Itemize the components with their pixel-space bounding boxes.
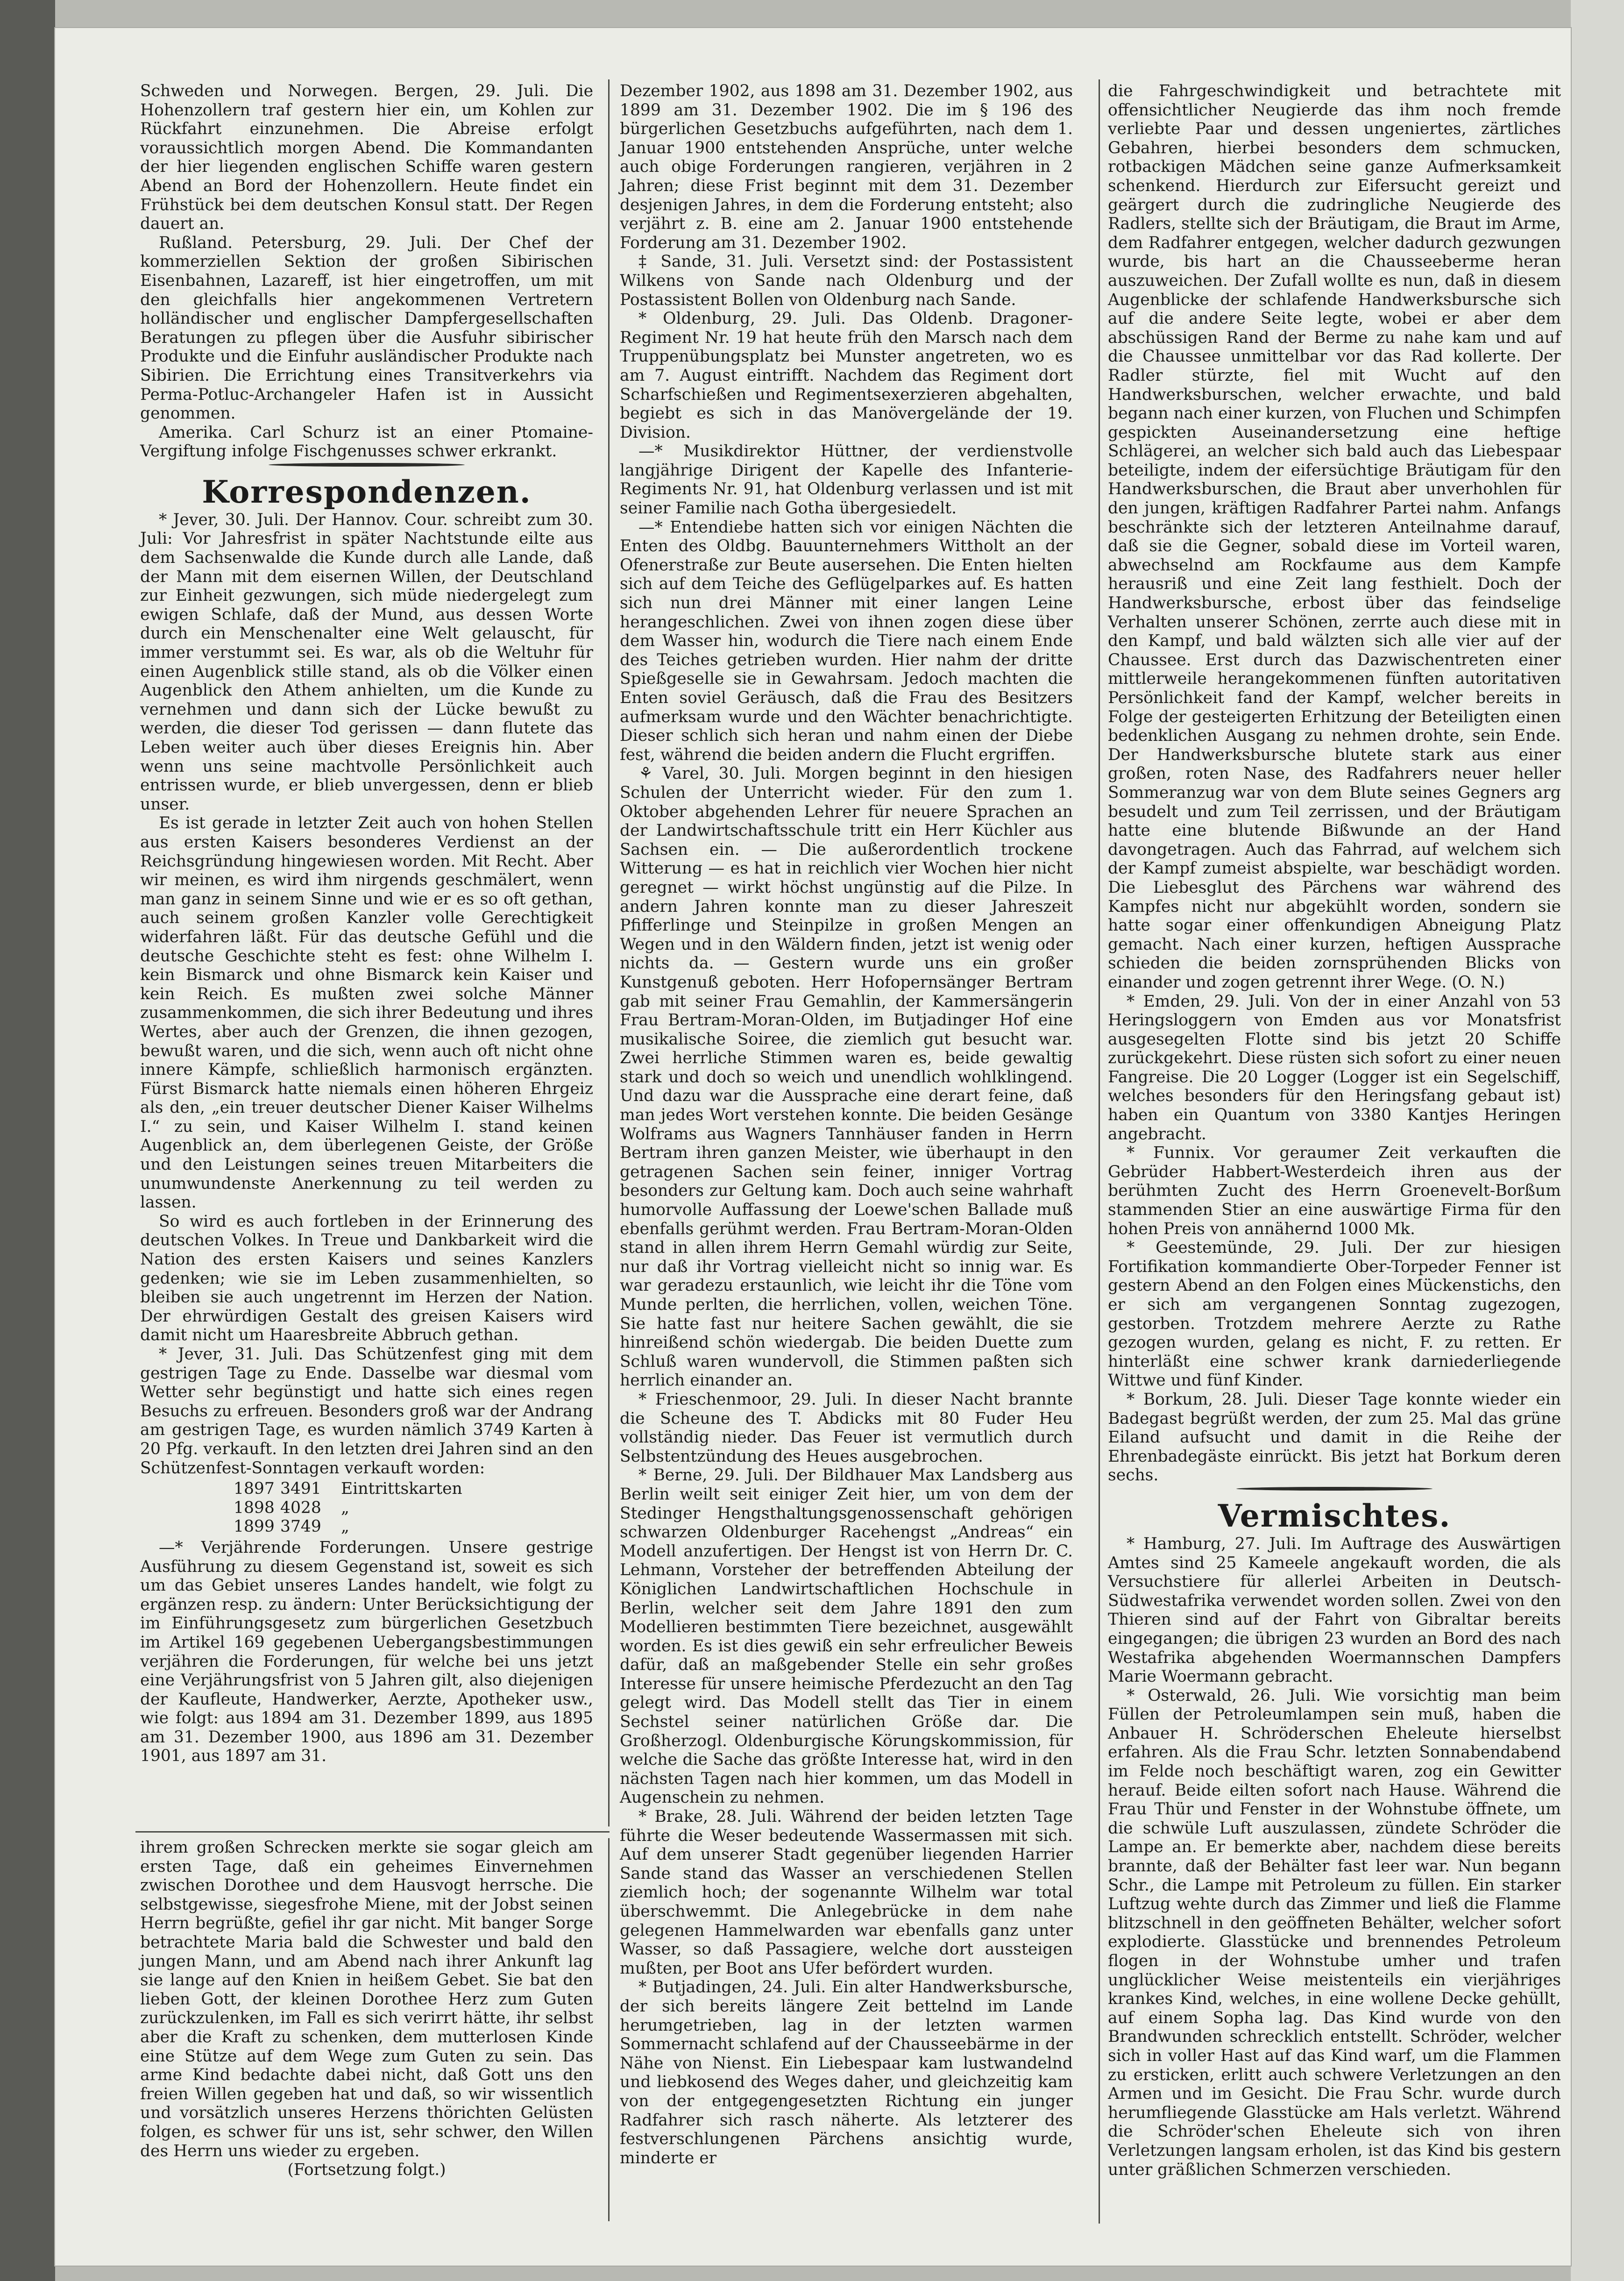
article-jever-30-cont2: So wird es auch fortleben in der Erinnerung des deutschen Volkes. In Treue und Dankbarkeit wird die Nation des ersten Kaisers und seines Kanzlers gedenken; wie sie im Leben zusammenhielten, so bleiben sie auch ungetrennt im Herzen der Nation. Der ehrwürdigen Gestalt des greisen Kaisers wird damit nicht um Haaresbreite Abbruch gethan. (140, 1212, 593, 1345)
article-sande: ‡ Sande, 31. Juli. Versetzt sind: der Postassistent Wilkens von Sande nach Oldenburg und der Postassistent Bollen von Oldenburg nach Sande. (620, 252, 1073, 309)
feuilleton-text: ihrem großen Schrecken merkte sie sogar gleich am ersten Tage, daß ein geheimes Einvernehmen zwischen Dorothee und dem Hausvogt herrsche. Die selbstgewisse, siegesfrohe Miene, mit der Jobst seinen Herrn begrüßte, gefiel ihr gar nicht. Mit banger Sorge betrachtete Maria bald die Schwester und bald den jungen Mann, und am Abend nach ihrer Ankunft lag sie lange auf den Knien in heißem Gebet. Sie bat den lieben Gott, der kleinen Dorothee Herz zum Guten zurückzulenken, im Fall es sich verirrt hätte, ihr selbst aber die Kraft zu schenken, dem mutterlosen Kinde eine Stütze auf dem Wege zum Guten zu sein. Das arme Kind bedachte dabei nicht, daß Gott uns den freien Willen gegeben hat und daß, so wir wissentlich und vorsätzlich unseres Herzens thörichten Gelüsten folgen, es schwer für uns ist, sehr schwer, den Willen des Herrn uns wieder zu ergeben. (140, 1838, 593, 2160)
article-butjadingen: * Butjadingen, 24. Juli. Ein alter Handwerksbursche, der sich bereits längere Zeit bettelnd im Lande herumgetrieben, lag in der letzten warmen Sommernacht schlafend auf der Chausseebärme in der Nähe von Nienst. Ein Liebespaar kam lustwandelnd und liebkosend des Weges daher, und gleichzeitig kam von der entgegengesetzten Richtung ein junger Radfahrer sich rasch näherte. Als letzterer des festverschlungenen Pärchens ansichtig wurde, minderte er (620, 1978, 1073, 2167)
article-butjadingen-cont: die Fahrgeschwindigkeit und betrachtete mit offensichtlicher Neugierde das ihm noch fremde verliebte Paar und dessen ungeniertes, zärtliches Gebahren, hierbei besonders dem schmucken, rotbackigen Mädchen seine ganze Aufmerksamkeit schenkend. Hierdurch zur Eifersucht gereizt und geärgert durch die zudringliche Neugierde des Radlers, stellte sich der Bräutigam, die Braut im Arme, dem Radfahrer entgegen, welcher dadurch gezwungen wurde, bis hart an die Chausseeberme heran auszuweichen. Der Zufall wollte es nun, daß in diesem Augenblicke der schlafende Handwerksbursche sich auf die andere Seite legte, wobei er aber dem abschüssigen Rand der Berme zu nahe kam und auf die Chaussee unmittelbar vor das Rad kollerte. Der Radler stürzte, fiel mit Wucht auf den Handwerksburschen, welcher erwachte, und bald begann nach einer kurzen, von Fluchen und Schimpfen gespickten Auseinandersetzung eine heftige Schlägerei, an welcher sich bald auch das Liebespaar beteiligte, indem der eifersüchtige Bräutigam für den Handwerksburschen, die Braut aber unverhohlen für den jungen, kräftigen Radfahrer Partei nahm. Anfangs beschränkte sich der letzteren Anteilnahme darauf, daß sie die Gegner, sobald diese im Vorteil waren, abwechselnd am Rockfaume aus dem Kampfe herausriß und eine Zeit lang festhielt. Doch der Handwerksbursche, erbost über das feindselige Verhalten unserer Schönen, zerrte auch diese mit in den Kampf, und bald wälzten sich alle vier auf der Chaussee. Erst durch das Dazwischentreten einer mittlerweile herangekommenen fünften autoritativen Persönlichkeit fand der Kampf, welcher bereits in Folge der gesteigerten Erhitzung der Beteiligten einen bedenklichen Ausgang zu nehmen drohte, sein Ende. Der Handwerksbursche blutete stark aus einer großen, roten Nase, des Radfahrers neuer heller Sommeranzug war von dem Blute seines Gegners arg besudelt und zum Teil zerrissen, und der Bräutigam hatte eine blutende Bißwunde an der Hand davongetragen. Auch das Fahrrad, auf welchem sich der Kampf zumeist abspielte, war beschädigt worden. Die Liebesglut des Pärchens war während des Kampfes nicht nur abgekühlt worden, sondern sie hatte sogar einer offenkundigen Abneigung Platz gemacht. Nach einer kurzen, heftigen Aussprache schieden die beiden zornsprühenden Blicks von einander und zogen getrennt ihrer Wege. (O. N.) (1108, 82, 1561, 992)
article-frieschenmoor: * Frieschenmoor, 29. Juli. In dieser Nacht brannte die Scheune des T. Abdicks mit 80 Fuder Heu vollständig nieder. Das Feuer ist vermutlich durch Selbstentzündung des Heues ausgebrochen. (620, 1390, 1073, 1466)
column-3 (1108, 82, 1561, 2179)
left-scan-edge (0, 0, 55, 2281)
article-emden: * Emden, 29. Juli. Von der in einer Anzahl von 53 Heringsloggern von Emden aus vor Monatsfrist ausgesegelten Flotte sind bis jetzt 20 Schiffe zurückgekehrt. Diese rüsten sich sofort zu einer neuen Fangreise. Die 20 Logger (Logger ist ein Segelschiff, welches besonders für den Heringsfang gebaut ist) haben ein Quantum von 3380 Kantjes Heringen angebracht. (1108, 992, 1561, 1144)
article-huettner: —* Musikdirektor Hüttner, der verdienstvolle langjährige Dirigent der Kapelle des Infanterie-Regiments Nr. 91, hat Oldenburg verlassen und ist mit seiner Familie nach Gotha übergesiedelt. (620, 442, 1073, 518)
article-hamburg: * Hamburg, 27. Juli. Im Auftrage des Auswärtigen Amtes sind 25 Kameele angekauft worden, die als Versuchstiere für allerlei Arbeiten in Deutsch-Südwestafrika verwendet worden sollen. Zwei von den Thieren sind auf der Fahrt von Gibraltar bereits eingegangen; die übrigen 23 wurden an Bord des nach Westafrika abgehenden Woermannschen Dampfers Marie Woermann gebracht. (1108, 1534, 1561, 1686)
section-heading-korrespondenzen: Korrespondenzen. (202, 473, 532, 510)
feuilleton-column (140, 1838, 593, 2180)
article-oldenburg: * Oldenburg, 29. Juli. Das Oldenb. Dragoner-Regiment Nr. 19 hat heute früh den Marsch nach dem Truppenübungsplatz bei Munster angetreten, wo es am 7. August eintrifft. Nachdem das Regiment dort Scharfschießen und Regimentsexerzieren abgehalten, begiebt es sich in das Manövergelände der 19. Division. (620, 309, 1073, 442)
article-amerika: Amerika. Carl Schurz ist an einer Ptomaine-Vergiftung infolge Fischgenusses schwer erkrankt. (140, 423, 593, 461)
column-divider-1 (608, 79, 610, 1826)
article-verjaehrende-cont: Dezember 1902, aus 1898 am 31. Dezember 1902, aus 1899 am 31. Dezember 1902. Die im § 196 des bürgerlichen Gesetzbuchs aufgeführten, nach dem 1. Januar 1900 entstehenden Ansprüche, unter welche auch obige Forderungen rangieren, verjähren in 2 Jahren; diese Frist beginnt mit dem 31. Dezember desjenigen Jahres, in dem die Forderung entsteht; also verjährt z. B. eine am 2. Januar 1900 entstehende Forderung am 31. Dezember 1902. (620, 82, 1073, 252)
column-divider-1-lower (608, 1838, 610, 2221)
section-ornament (140, 463, 593, 467)
section-ornament (1108, 1487, 1561, 1491)
continuation-note: (Fortsetzung folgt.) (287, 2160, 446, 2180)
article-verjaehrende-forderungen: —* Verjährende Forderungen. Unsere gestrige Ausführung zu diesem Gegenstand ist, soweit es sich um das Gebiet unseres Landes handelt, wie folgt zu ergänzen resp. zu ändern: Unter Berücksichtigung der im Einführungsgesetz zum bürgerlichen Gesetzbuch im Artikel 169 gegebenen Uebergangsbestimmungen verjähren die Forderungen, für welche bei uns jetzt eine Verjährungsfrist von 5 Jahren gilt, also diejenigen der Kaufleute, Handwerker, Aerzte, Apotheker usw., wie folgt: aus 1894 am 31. Dezember 1899, aus 1895 am 31. Dezember 1900, aus 1896 am 31. Dezember 1901, aus 1897 am 31. (140, 1538, 593, 1766)
article-entendiebe: —* Entendiebe hatten sich vor einigen Nächten die Enten des Oldbg. Bauunternehmers Wittholt an der Ofenerstraße zur Beute ausersehen. Die Enten hielten sich auf dem Teiche des Geflügelparkes auf. Es hatten sich nun drei Männer mit einer langen Leine herangeschlichen. Zwei von ihnen zogen diese über dem Wasser hin, wodurch die Tiere nach einem Ende des Teiches getrieben wurden. Hier nahm der dritte Spießgeselle sie in Gewahrsam. Jedoch machten die Enten soviel Geräusch, daß die Frau des Besitzers aufmerksam wurde und den Wächter benachrichtigte. Dieser schlich sich heran und nahm einen der Diebe fest, während die beiden andern die Flucht ergriffen. (620, 518, 1073, 764)
article-geestemuende: * Geestemünde, 29. Juli. Der zur hiesigen Fortifikation kommandierte Ober-Torpeder Fenner ist gestern Abend an den Folgen eines Mückenstichs, den er sich am vergangenen Sonntag zugezogen, gestorben. Trotzdem mehrere Aerzte zu Rathe gezogen wurden, gelang es nicht, F. zu retten. Er hinterläßt eine schwer krank darniederliegende Wittwe und fünf Kinder. (1108, 1238, 1561, 1390)
article-berne: * Berne, 29. Juli. Der Bildhauer Max Landsberg aus Berlin weilt seit einiger Zeit hier, um von dem der Stedinger Hengsthaltungsgenossenschaft gehörigen schwarzen Oldenburger Racehengst „Andreas“ ein Modell anzufertigen. Der Hengst ist von Herrn Dr. C. Lehmann, Vorsteher der betreffenden Abteilung der Königlichen Landwirtschaftlichen Hochschule in Berlin, welcher seit dem Jahre 1891 den zum Modellieren bestimmten Tiere bezeichnet, ausgewählt worden. Es ist dies gewiß ein sehr erfreulicher Beweis dafür, daß an maßgebender Stelle ein sehr großes Interesse für unsere heimische Pferdezucht an den Tag gelegt wird. Das Modell stellt das Tier in einem Sechstel seiner natürlichen Größe dar. Die Großherzogl. Oldenburgische Körungskommission, für welche die Sache das größte Interesse hat, wird in den nächsten Tagen nach hier kommen, um das Modell in Augenschein zu nehmen. (620, 1466, 1073, 1807)
article-borkum: * Borkum, 28. Juli. Dieser Tage konnte wieder ein Badegast begrüßt werden, der zum 25. Mal das grüne Eiland aufsucht und damit in die Reihe der Ehrenbadegäste einrückt. Bis jetzt hat Borkum deren sechs. (1108, 1390, 1561, 1485)
article-russland: Rußland. Petersburg, 29. Juli. Der Chef der kommerziellen Sektion der großen Sibirischen Eisenbahnen, Lazareff, ist hier eingetroffen, um mit den gleichfalls hier angekommenen Vertretern holländischer und englischer Dampfergesellschaften Beratungen zu pflegen über die Ausfuhr sibirischer Produkte und die Einfuhr ausländischer Produkte nach Sibirien. Die Errichtung eines Transitverkehrs via Perma-Potluc-Archangeler Hafen ist in Aussicht genommen. (140, 233, 593, 423)
column-divider-2 (1099, 79, 1100, 2224)
column-2 (620, 82, 1073, 2167)
article-funnix: * Funnix. Vor geraumer Zeit verkauften die Gebrüder Habbert-Westerdeich ihren aus der berühmten Zucht des Herrn Groenevelt-Borßum stammenden Stier an eine auswärtige Firma für den hohen Preis von annähernd 1000 Mk. (1108, 1144, 1561, 1238)
article-jever-30: * Jever, 30. Juli. Der Hannov. Cour. schreibt zum 30. Juli: Vor Jahresfrist in später Nachtstunde eilte aus dem Sachsenwalde die Kunde durch alle Lande, daß der Mann mit dem eisernen Willen, der Deutschland zur Einheit gezwungen, sich müde niedergelegt zum ewigen Schlafe, daß der Mund, aus dessen Worte durch ein Menschenalter eine Welt gelauscht, für immer verstummt sei. Es war, als ob die Weltuhr für einen Augenblick stille stand, als ob die Völker einen Augenblick den Athem anhielten, um die Kunde zu vernehmen und dann sich der Lücke bewußt zu werden, die dieser Tod gerissen — dann flutete das Leben weiter auch über dieses Ereignis hin. Aber wenn uns seine machtvolle Persönlichkeit auch entrissen wurde, er blieb unvergessen, denn er blieb unser. (140, 510, 593, 814)
feuilleton-separator (135, 1831, 610, 1833)
article-brake: * Brake, 28. Juli. Während der beiden letzten Tage führte die Weser bedeutende Wassermassen mit sich. Auf dem unserer Stadt gegenüber liegenden Harrier Sande stand das Wasser an verschiedenen Stellen ziemlich hoch; der sogenannte Wilhelm war total überschwemmt. Die Anlegebrücke in dem nahe gelegenen Hammelwarden war ebenfalls ganz unter Wasser, so daß Passagiere, welche dort aussteigen mußten, per Boot ans Ufer befördert wurden. (620, 1807, 1073, 1978)
table-row: 1899 3749 „ (234, 1517, 349, 1536)
article-varel: ⚘ Varel, 30. Juli. Morgen beginnt in den hiesigen Schulen der Unterricht wieder. Für den zum 1. Oktober abgehenden Lehrer für neuere Sprachen an der Landwirtschaftsschule tritt ein Herr Küchler aus Sachsen ein. — Die außerordentlich trockene Witterung — es hat in reichlich vier Wochen hier nicht geregnet — wirkt höchst ungünstig auf die Pilze. In andern Jahren konnte man zu dieser Jahreszeit Pfifferlinge und Steinpilze in großen Mengen an Wegen und in den Wäldern finden, jetzt ist wenig oder nichts da. — Gestern wurde uns ein großer Kunstgenuß geboten. Herr Hofopernsänger Bertram gab mit seiner Frau Gemahlin, der Kammersängerin Frau Bertram-Moran-Olden, im Butjadinger Hof eine musikalische Soiree, die ziemlich gut besucht war. Zwei herrliche Stimmen waren es, beide gewaltig stark und doch so weich und unendlich wohlklingend. Und dazu war die Aussprache eine derart feine, daß man jedes Wort verstehen konnte. Die beiden Gesänge Wolframs aus Wagners Tannhäuser fanden in Herrn Bertram ihren ganzen Meister, wie überhaupt in den getragenen Sachen sein feiner, inniger Vortrag besonders zur Geltung kam. Doch auch seine wahrhaft humorvolle Auffassung der Loewe'schen Ballade muß ebenfalls gerühmt werden. Frau Bertram-Moran-Olden stand in allen ihrem Herrn Gemahl würdig zur Seite, nur daß ihr Vortrag vielleicht nicht so innig war. Es war geradezu erstaunlich, wie leicht ihr die Töne vom Munde perlten, die herrlichen, vollen, weichen Töne. Sie hatte fast nur heitere Sachen gewählt, die sie hinreißend schön wiedergab. Die beiden Duette zum Schluß waren wundervoll, die Stimmen paßten sich herrlich einander an. (620, 764, 1073, 1390)
article-osterwald: * Osterwald, 26. Juli. Wie vorsichtig man beim Füllen der Petroleumlampen sein muß, haben die Anbauer H. Schröderschen Eheleute hierselbst erfahren. Als die Frau Schr. letzten Sonnabendabend im Felde noch beschäftigt waren, zog ein Gewitter herauf. Beide eilten sofort nach Hause. Während die Frau Thür und Fenster in der Wohnstube öffnete, um die schwüle Luft auszulassen, zündete Schröder die Lampe an. Er bemerkte aber, nachdem diese bereits brannte, daß der Behälter fast leer war. Nun begann Schr., die Lampe mit Petroleum zu füllen. Ein starker Luftzug wehte durch das Zimmer und ließ die Flamme blitzschnell in den geöffneten Behälter, welcher sofort explodierte. Glasstücke und brennendes Petroleum flogen in der Wohnstube umher und trafen unglücklicher Weise meistenteils ein vierjähriges krankes Kind, welches, in eine wollene Decke gehüllt, auf einem Sopha lag. Das Kind wurde von den Brandwunden schrecklich entstellt. Schröder, welcher sich in voller Hast auf das Kind warf, um die Flammen zu ersticken, erlitt auch schwere Verletzungen an den Armen und im Gesicht. Die Frau Schr. wurde durch herumfliegende Glasstücke am Hals verletzt. Während die Schröder'schen Eheleute sich von ihren Verletzungen langsam erholen, ist das Kind bis gestern unter gräßlichen Schmerzen verschieden. (1108, 1686, 1561, 2179)
table-row: 1898 4028 „ (234, 1498, 349, 1517)
article-jever-31: * Jever, 31. Juli. Das Schützenfest ging mit dem gestrigen Tage zu Ende. Dasselbe war diesmal vom Wetter sehr begünstigt und hatte sich eines regen Besuchs zu erfreuen. Besonders groß war der Andrang am gestrigen Tage, es wurden nämlich 3749 Karten à 20 Pfg. verkauft. In den letzten drei Jahren sind an den Schützenfest-Sonntagen verkauft worden: (140, 1345, 593, 1478)
article-schweden: Schweden und Norwegen. Bergen, 29. Juli. Die Hohenzollern traf gestern hier ein, um Kohlen zur Rückfahrt einzunehmen. Die Abreise erfolgt voraussichtlich morgen Abend. Die Kommandanten der hier liegenden englischen Schiffe waren gestern Abend an Bord der Hohenzollern. Heute findet ein Frühstück bei dem deutschen Konsul statt. Der Regen dauert an. (140, 82, 593, 234)
right-scan-edge (1571, 0, 1624, 2281)
ticket-sales-table (234, 1479, 593, 1536)
column-1 (140, 82, 593, 1766)
article-jever-30-cont1: Es ist gerade in letzter Zeit auch von hohen Stellen aus ersten Kaisers besonderes Verdienst an der Reichsgründung hingewiesen worden. Mit Recht. Aber wir meinen, es wird ihm nirgends geschmälert, wenn man ganz in seinem Sinne und wie er es so oft gethan, auch seinem großen Kanzler volle Gerechtigkeit widerfahren läßt. Für das deutsche Gefühl und die deutsche Geschichte steht es fest: ohne Wilhelm I. kein Bismarck und ohne Bismarck kein Kaiser und kein Reich. Es mußten zwei solche Männer zusammenkommen, die sich ihrer Bedeutung und ihres Wertes, aber auch der Grenzen, die ihnen gezogen, bewußt waren, und die sich, wenn auch oft nicht ohne innere Kämpfe, schließlich harmonisch ergänzten. Fürst Bismarck hatte niemals einen höheren Ehrgeiz als den, „ein treuer deutscher Diener Kaiser Wilhelms I.“ zu sein, und Kaiser Wilhelm I. stand keinen Augenblick an, dem überlegenen Geiste, der Größe und den Leistungen seines treuen Mitarbeiters die unumwundenste Anerkennung zu teil werden zu lassen. (140, 814, 593, 1212)
table-row: 1897 3491 Eintrittskarten (234, 1479, 462, 1499)
section-heading-vermischtes: Vermischtes. (1218, 1497, 1451, 1534)
